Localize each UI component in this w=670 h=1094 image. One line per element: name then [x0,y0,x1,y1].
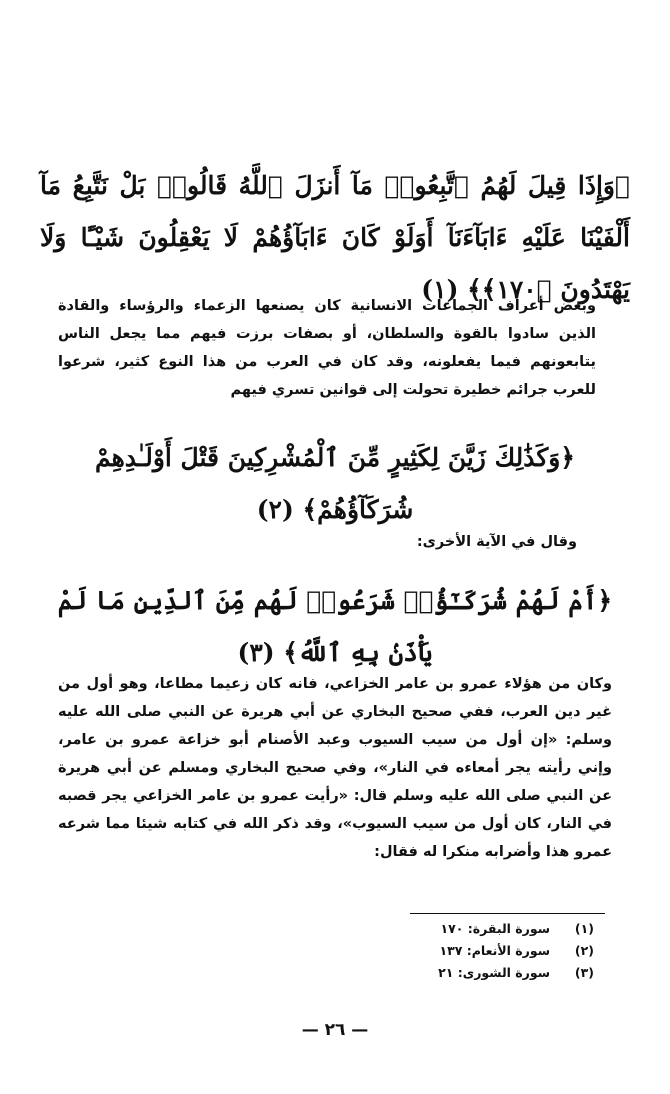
footnote-number: (١) [574,921,594,936]
section-intro-text: وقال في الآية الأخرى: [416,534,577,550]
footnote-number: (٣) [574,965,594,980]
footnote-item [394,918,594,940]
footnote-item [394,940,594,962]
quran-verse-3: ﴿أَمْ لَهُمْ شُرَكَـٰٓؤُا۟ شَرَعُوا۟ لَهُم مِّنَ ٱلدِّينِ مَا لَمْ يَأْذَنۢ بِهِ ٱللَّهُ﴾ (٣) [57,586,613,667]
footnote-text: سورة البقرة: ١٧٠ [440,921,550,936]
footnote-text: سورة الشورى: ٢١ [438,965,550,980]
footnote-item [394,962,594,984]
quran-verse-1: ﴿وَإِذَا قِيلَ لَهُمُ ٱتَّبِعُوا۟ مَآ أَنزَلَ ٱللَّهُ قَالُوا۟ بَلْ نَتَّبِعُ مَآ أَلْفَيْنَا عَلَيْهِ ءَابَآءَنَآ أَوَلَوْ كَانَ ءَابَآؤُهُمْ لَا يَعْقِلُونَ شَيْـًٔا وَلَا يَهْتَدُونَ ﴿١٧٠﴾﴾ (١) [40,171,630,304]
body-paragraph-1: وبعض أعراف الجماعات الانسانية كان يصنعها الزعماء والرؤساء والقادة الذين سادوا بالقوة والسلطان، أو بصفات برزت فيهم مما يجعل الناس يتابعونهم فيما يفعلونه، وقد كان في العرب من هذا النوع كثير، شرعوا للعرب جرائم خطيرة تحولت إلى قوانين تسري فيهم [58,298,596,398]
footnote-divider [410,913,605,914]
quran-verse-2: ﴿وَكَذَٰلِكَ زَيَّنَ لِكَثِيرٍ مِّنَ ٱلْمُشْرِكِينَ قَتْلَ أَوْلَـٰدِهِمْ شُرَكَآؤُهُمْ﴾ (٢) [94,443,576,524]
body-paragraph-2: وكان من هؤلاء عمرو بن عامر الخزاعي، فانه كان زعيما مطاعا، وهو أول من غير دين العرب، ففي صحيح البخاري عن أبي هريرة عن النبي صلى الله عليه وسلم: «إن أول من سيب السيوب وعبد الأصنام أبو خزاعة عمرو بن عامر، وإني رأيته يجر أمعاءه في النار»، وفي صحيح البخاري ومسلم عن أبي هريرة عن النبي صلى الله عليه وسلم قال: «رأيت عمرو بن عامر الخزاعي يجر قصبه في النار، كان أول من سيب السيوب»، وقد ذكر الله في كتابه شيئا مما شرعه عمرو هذا وأضرابه منكرا له فقال: [58,676,612,860]
page-number: — ٢٦ — [301,1020,369,1040]
footnotes [394,918,594,984]
footnote-number: (٢) [574,943,594,958]
footnote-text: سورة الأنعام: ١٣٧ [439,943,550,958]
